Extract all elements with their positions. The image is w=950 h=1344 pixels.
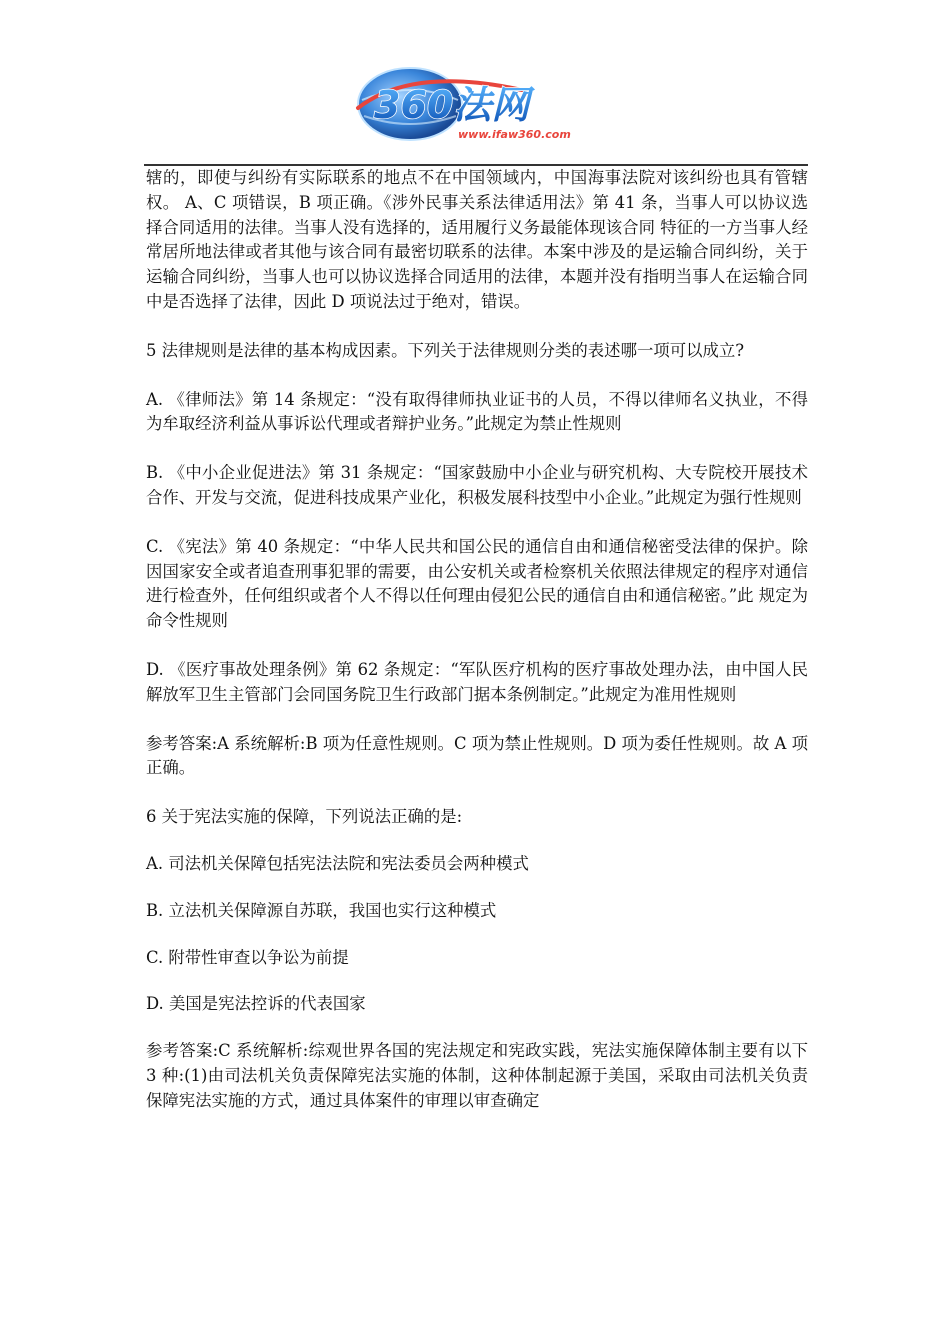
logo-main-text: 360法网	[374, 83, 530, 127]
question-6-stem: 6 关于宪法实施的保障，下列说法正确的是:	[146, 807, 463, 827]
question-5-option-b: B. 《中小企业促进法》第 31 条规定：“国家鼓励中小企业与研究机构、大专院校开展技术合作、开发与交流，促进科技成果产业化，积极发展科技型中小企业。”此规定为强行性规则	[146, 463, 808, 507]
question-6-option-d: D. 美国是宪法控诉的代表国家	[146, 994, 366, 1014]
question-6-answer: 参考答案:C 系统解析:综观世界各国的宪法规定和宪政实践，宪法实施保障体制主要有以下 3 种:(1)由司法机关负责保障宪法实施的体制，这种体制起源于美国，采取由司法机关负责保障宪法实施的方式，通过具体案件的审理以审查确定	[146, 1041, 808, 1110]
site-logo	[352, 60, 602, 150]
question-5-option-a: A. 《律师法》第 14 条规定：“没有取得律师执业证书的人员，不得以律师名义执业，不得为牟取经济利益从事诉讼代理或者辩护业务。”此规定为禁止性规则	[146, 389, 808, 434]
question-5-stem: 5 法律规则是法律的基本构成因素。下列关于法律规则分类的表述哪一项可以成立?	[146, 340, 745, 360]
logo-url-text: www.ifaw360.com	[458, 128, 571, 141]
document-body	[146, 166, 808, 1136]
question-6-option-c: C. 附带性审查以争讼为前提	[146, 947, 349, 967]
question-6-option-a: A. 司法机关保障包括宪法法院和宪法委员会两种模式	[146, 853, 529, 873]
question-5-answer: 参考答案:A 系统解析:B 项为任意性规则。C 项为禁止性规则。D 项为委任性规则。故 A 项 正确。	[146, 733, 808, 778]
paragraph-answer-4-continued: 辖的，即使与纠纷有实际联系的地点不在中国领域内，中国海事法院对该纠纷也具有管辖权。 A、C 项错误，B 项正确。《涉外民事关系法律适用法》第 41 条，当事人可以协议选择合同适用的法律。当事人没有选择的，适用履行义务最能体现该合同 特征的一方当事人经常居所地法律或者其他与该合同有最密切联系的法律。本案中涉及的是运输合同纠纷，关于运输合同纠纷，当事人也可以协议选择合同适用的法律，本题并没有指明当事人在运输合同中是否选择了法律，因此 D 项说法过于绝对，错误。	[146, 168, 808, 311]
question-5-option-c: C. 《宪法》第 40 条规定：“中华人民共和国公民的通信自由和通信秘密受法律的保护。除因国家安全或者追查刑事犯罪的需要，由公安机关或者检察机关依照法律规定的程序对通信进行检查外，任何组织或者个人不得以任何理由侵犯公民的通信自由和通信秘密。”此 规定为命令性规则	[146, 536, 808, 631]
question-5-option-d: D. 《医疗事故处理条例》第 62 条规定：“军队医疗机构的医疗事故处理办法，由中国人民解放军卫生主管部门会同国务院卫生行政部门据本条例制定。”此规定为准用性规则	[146, 659, 808, 704]
question-6-option-b: B. 立法机关保障源自苏联，我国也实行这种模式	[146, 900, 497, 920]
